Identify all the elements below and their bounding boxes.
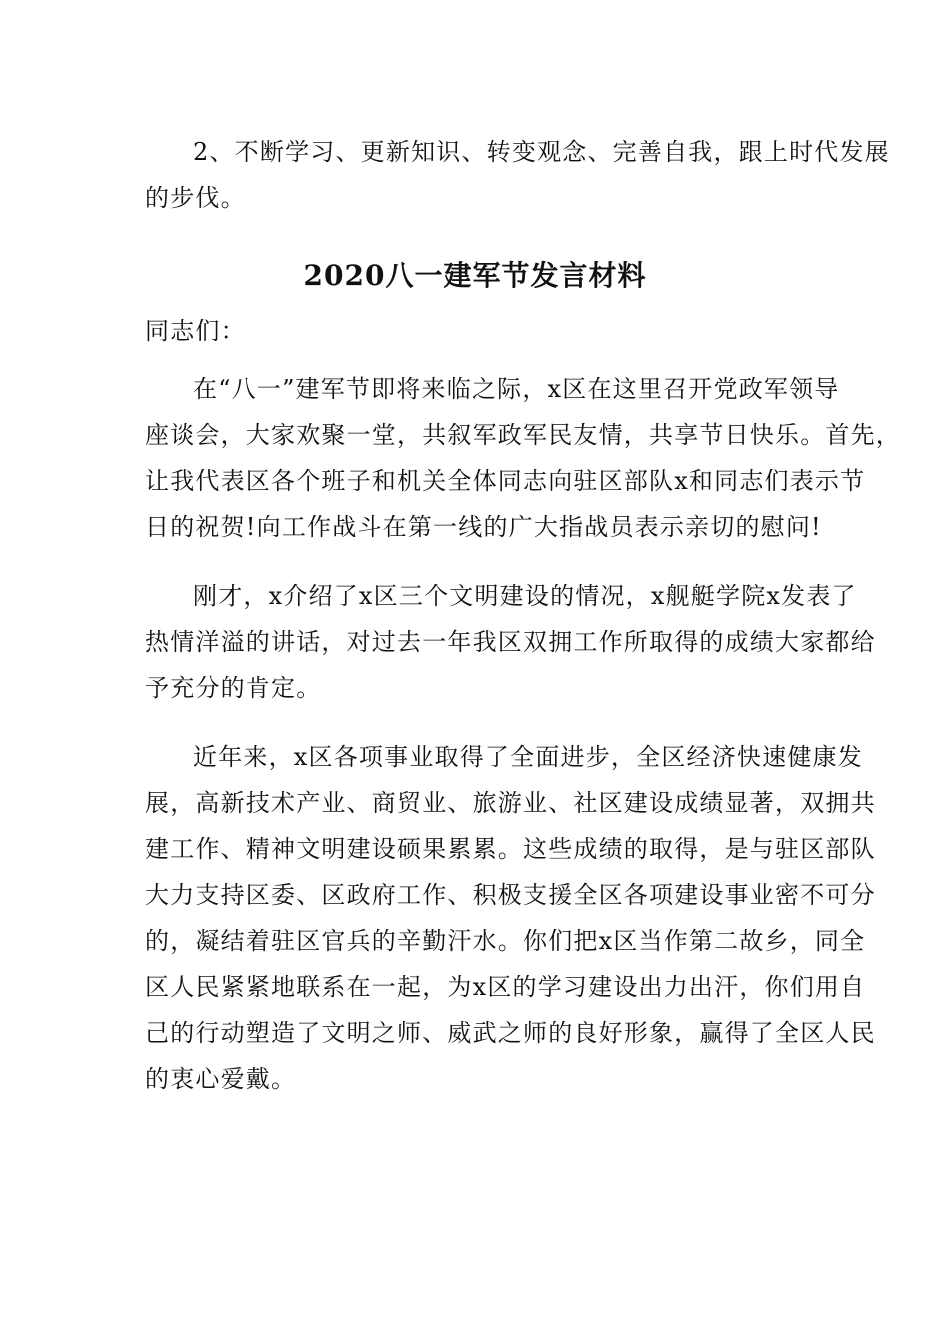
paragraph-line: 刚才，x介绍了x区三个文明建设的情况，x舰艇学院x发表了	[193, 582, 857, 610]
intro-point-line: 的步伐。	[145, 184, 246, 212]
document-title: 2020八一建军节发言材料	[303, 259, 647, 292]
paragraph-line: 予充分的肯定。	[145, 674, 322, 702]
intro-point-line: 2、不断学习、更新知识、转变观念、完善自我，跟上时代发展	[193, 138, 890, 166]
paragraph-line: 日的祝贺!向工作战斗在第一线的广大指战员表示亲切的慰问!	[145, 513, 822, 541]
paragraph-3	[145, 734, 876, 1102]
paragraph-2	[145, 573, 876, 711]
paragraph-line: 的衷心爱戴。	[145, 1065, 297, 1093]
paragraph-line: 热情洋溢的讲话，对过去一年我区双拥工作所取得的成绩大家都给	[145, 628, 876, 656]
paragraph-1	[145, 366, 901, 550]
paragraph-line: 建工作、精神文明建设硕果累累。这些成绩的取得，是与驻区部队	[145, 835, 876, 863]
paragraph-line: 座谈会，大家欢聚一堂，共叙军政军民友情，共享节日快乐。首先，	[145, 421, 901, 449]
paragraph-line: 近年来，x区各项事业取得了全面进步，全区经济快速健康发	[193, 743, 863, 771]
paragraph-line: 己的行动塑造了文明之师、威武之师的良好形象，赢得了全区人民	[145, 1019, 876, 1047]
paragraph-line: 让我代表区各个班子和机关全体同志向驻区部队x和同志们表示节	[145, 467, 866, 495]
salutation-text: 同志们：	[145, 317, 246, 345]
paragraph-line: 区人民紧紧地联系在一起，为x区的学习建设出力出汗，你们用自	[145, 973, 866, 1001]
salutation	[145, 308, 815, 354]
paragraph-line: 展，高新技术产业、商贸业、旅游业、社区建设成绩显著，双拥共	[145, 789, 876, 817]
intro-point	[145, 129, 890, 221]
paragraph-line: 大力支持区委、区政府工作、积极支援全区各项建设事业密不可分	[145, 881, 876, 909]
paragraph-line: 的，凝结着驻区官兵的辛勤汗水。你们把x区当作第二故乡，同全	[145, 927, 866, 955]
paragraph-line: 在“八一”建军节即将来临之际，x区在这里召开党政军领导	[193, 375, 840, 403]
